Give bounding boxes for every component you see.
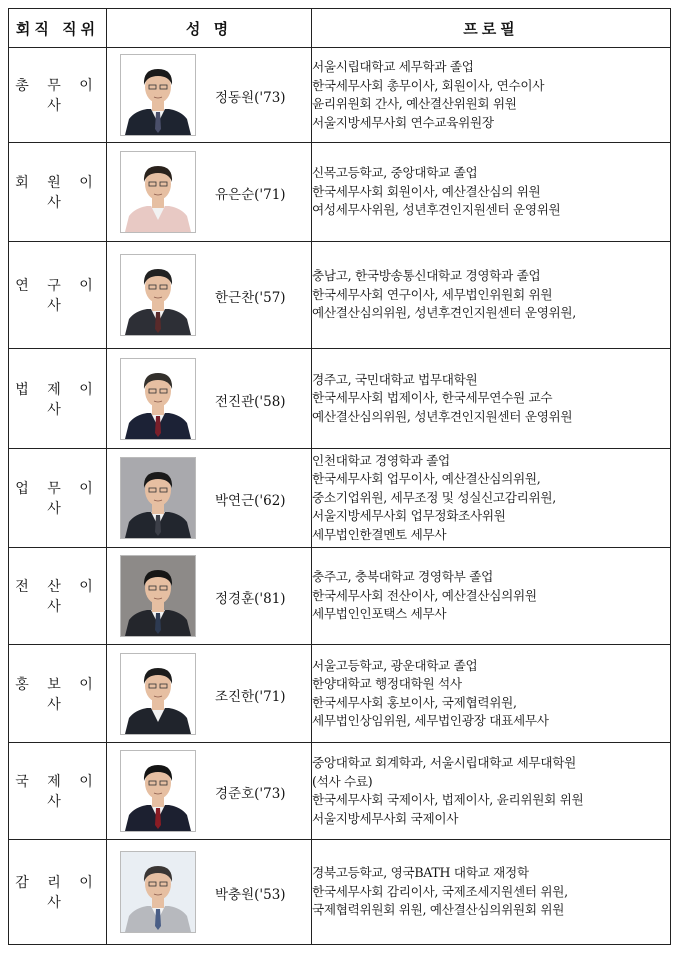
member-row <box>9 143 671 242</box>
member-profile <box>312 48 671 143</box>
profile-line: 한국세무사회 홍보이사, 국제협력위원, <box>312 694 517 710</box>
member-photo <box>120 358 196 440</box>
profile-line: 서울지방세무사회 연수교육위원장 <box>312 114 494 130</box>
member-person-cell <box>107 645 312 743</box>
profile-line: 서울시립대학교 세무학과 졸업 <box>312 59 474 74</box>
member-role: 연 구 이 사 <box>9 242 107 349</box>
profile-line: 한양대학교 행정대학원 석사 <box>312 676 462 691</box>
profile-line: 경주고, 국민대학교 법무대학원 <box>312 371 478 387</box>
profile-line: 한국세무사회 회원이사, 예산결산심의 위원 <box>312 183 541 199</box>
member-role: 국 제 이 사 <box>9 743 107 840</box>
profile-line: 중앙대학교 회계학과, 서울시립대학교 세무대학원 <box>312 755 576 770</box>
member-role: 총 무 이 사 <box>9 48 107 143</box>
member-row <box>9 840 671 945</box>
profile-line: 국제협력위원회 위원, 예산결산심의위원회 위원 <box>312 902 565 918</box>
profile-line: 중소기업위원, 세무조정 및 성실신고감리위원, <box>312 489 556 505</box>
profile-line: 한국세무사회 업무이사, 예산결산심의위원, <box>312 471 541 487</box>
profile-line: 한국세무사회 국제이사, 법제이사, 윤리위원회 위원 <box>312 792 584 807</box>
profile-line: 윤리위원회 간사, 예산결산위원회 위원 <box>312 96 517 111</box>
member-person-cell <box>107 349 312 449</box>
member-person-cell <box>107 548 312 645</box>
profile-line: 한국세무사회 전산이사, 예산결산심의위원 <box>312 587 537 603</box>
profile-line: 세무법인한결멘토 세무사 <box>312 526 447 542</box>
profile-line: 한국세무사회 연구이사, 세무법인위원회 위원 <box>312 286 553 302</box>
member-name: 정동원('73) <box>215 90 286 106</box>
member-row <box>9 48 671 143</box>
member-profile <box>312 349 671 449</box>
member-name: 유은순('71) <box>215 187 286 203</box>
member-photo <box>120 555 196 637</box>
profile-line: 한국세무사회 총무이사, 회원이사, 연수이사 <box>312 77 545 93</box>
member-photo <box>120 653 196 735</box>
member-role: 업 무 이 사 <box>9 449 107 548</box>
member-name: 전진관('58) <box>215 394 286 410</box>
member-role: 감 리 이 사 <box>9 840 107 945</box>
member-name: 한근찬('57) <box>215 290 286 306</box>
member-person-cell <box>107 143 312 242</box>
member-role: 회 원 이 사 <box>9 143 107 242</box>
member-person-cell <box>107 48 312 143</box>
profile-line: (석사 수료) <box>312 773 373 789</box>
member-name: 경준호('73) <box>215 786 286 802</box>
profile-line: 예산결산심의위원, 성년후견인지원센터 운영위원, <box>312 305 576 321</box>
member-role: 홍 보 이 사 <box>9 645 107 743</box>
member-person-cell <box>107 743 312 840</box>
profile-line: 한국세무사회 법제이사, 한국세무연수원 교수 <box>312 390 553 406</box>
profile-line: 인천대학교 경영학과 졸업 <box>312 452 450 468</box>
member-role: 법 제 이 사 <box>9 349 107 449</box>
member-profile <box>312 645 671 743</box>
member-photo <box>120 151 196 233</box>
profile-line: 충남고, 한국방송통신대학교 경영학과 졸업 <box>312 268 541 284</box>
member-profile <box>312 840 671 945</box>
member-person-cell <box>107 449 312 548</box>
board-members-table <box>8 8 671 945</box>
profile-line: 한국세무사회 감리이사, 국제조세지원센터 위원, <box>312 883 568 899</box>
member-profile <box>312 242 671 349</box>
profile-line: 경북고등학교, 영국BATH 대학교 재정학 <box>312 865 529 881</box>
member-photo <box>120 851 196 933</box>
member-photo <box>120 54 196 136</box>
profile-line: 서울지방세무사회 국제이사 <box>312 810 459 826</box>
member-profile <box>312 449 671 548</box>
member-name: 박충원('53) <box>215 887 286 903</box>
profile-line: 여성세무사위원, 성년후견인지원센터 운영위원 <box>312 202 561 218</box>
member-profile <box>312 143 671 242</box>
profile-line: 세무법인인포택스 세무사 <box>312 606 447 622</box>
member-name: 조진한('71) <box>215 689 286 705</box>
profile-line: 서울고등학교, 광운대학교 졸업 <box>312 657 478 673</box>
member-photo <box>120 457 196 539</box>
member-row <box>9 548 671 645</box>
member-row <box>9 645 671 743</box>
member-row <box>9 743 671 840</box>
member-photo <box>120 254 196 336</box>
profile-line: 세무법인상임위원, 세무법인광장 대표세무사 <box>312 713 549 728</box>
member-row <box>9 449 671 548</box>
member-person-cell <box>107 840 312 945</box>
member-name: 박연근('62) <box>215 493 286 509</box>
profile-line: 예산결산심의위원, 성년후견인지원센터 운영위원 <box>312 408 573 424</box>
member-row <box>9 349 671 449</box>
member-profile <box>312 548 671 645</box>
profile-line: 서울지방세무사회 업무정화조사위원 <box>312 508 506 524</box>
table-header-row <box>9 9 671 48</box>
member-profile <box>312 743 671 840</box>
header-name: 성 명 <box>107 9 312 48</box>
header-profile: 프로필 <box>312 9 671 48</box>
member-role: 전 산 이 사 <box>9 548 107 645</box>
member-name: 정경훈('81) <box>215 591 286 607</box>
member-photo <box>120 750 196 832</box>
profile-line: 신목고등학교, 중앙대학교 졸업 <box>312 165 478 181</box>
member-row <box>9 242 671 349</box>
header-role: 회직 직위 <box>9 9 107 48</box>
member-person-cell <box>107 242 312 349</box>
profile-line: 충주고, 충북대학교 경영학부 졸업 <box>312 569 493 585</box>
